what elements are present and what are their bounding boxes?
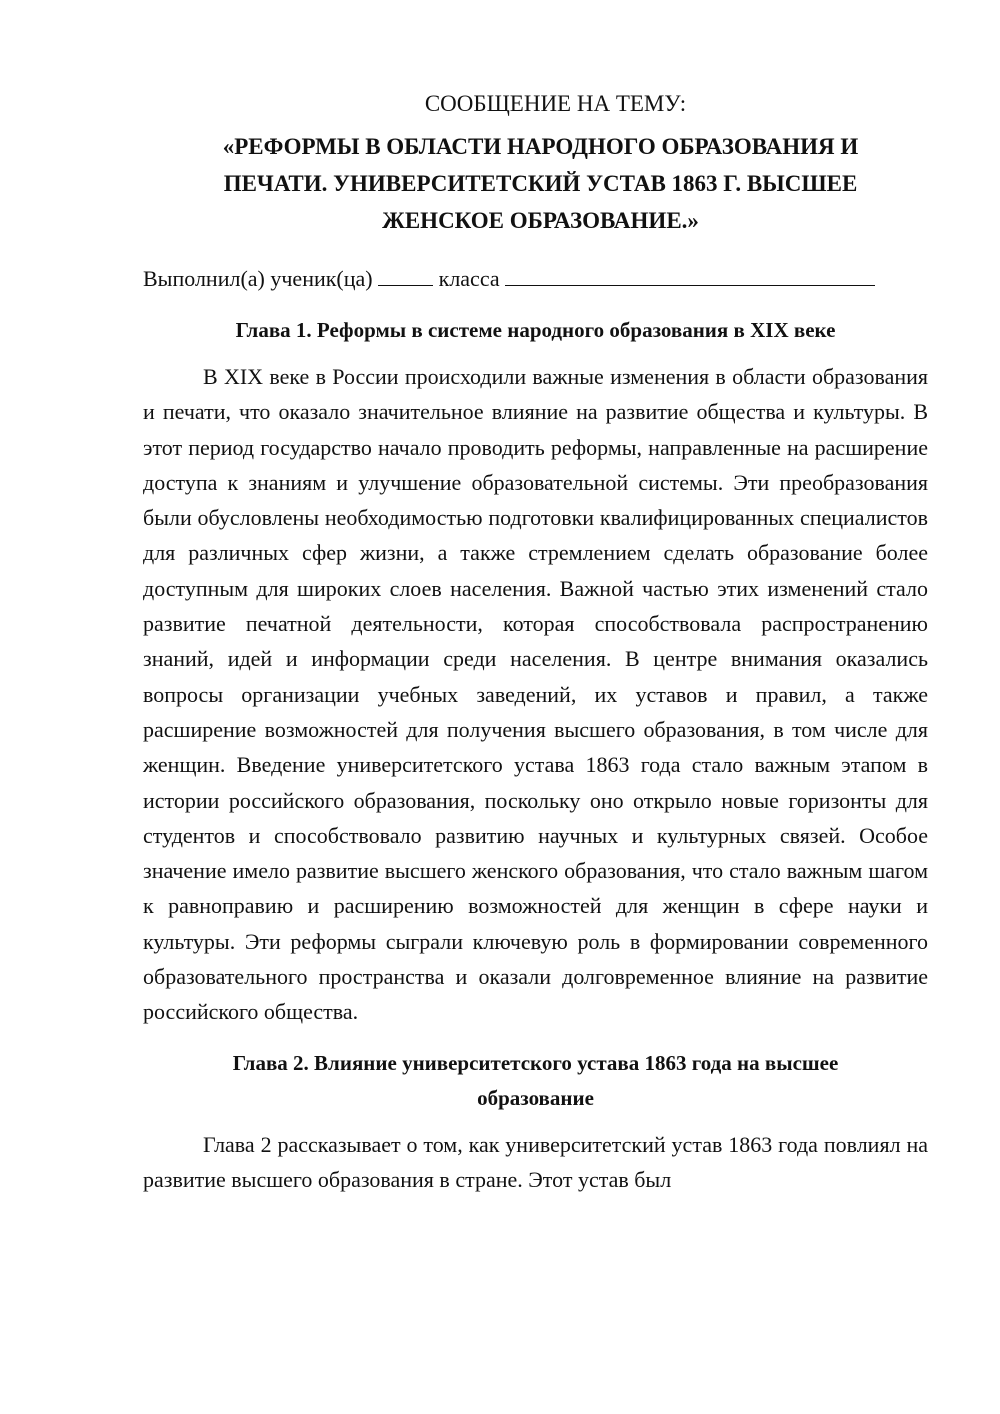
chapter-2-text: Глава 2 рассказывает о том, как университетский устав 1863 года повлиял на развитие высшего образования в стране. Этот устав был bbox=[143, 1131, 928, 1192]
name-blank bbox=[505, 263, 875, 286]
student-label: Выполнил(а) ученик(ца) bbox=[143, 266, 373, 291]
chapter-1-text: В XIX веке в России происходили важные изменения в области образования и печати, что оказало значительное влияние на развитие общества и культуры. В этот период государство начало проводить реформы, направленные на расширение доступа к знаниям и улучшение образовательной системы. Эти преобразования были обусловлены необходимостью подготовки квалифицированных специалистов для различных сфер жизни, а также стремлением сделать образование более доступным для широких слоев населения. Важной частью этих изменений стало развитие печатной деятельности, которая способствовала распространению знаний, идей и информации среди населения. В центре внимания оказались вопросы организации учебных заведений, их уставов и правил, а также расширение возможностей для получения высшего образования, в том числе для женщин. Введение университетского устава 1863 года стало важным этапом в истории российского образования, поскольку оно открыло новые горизонты для студентов и способствовало развитию научных и культурных связей. Особое значение имело развитие высшего женского образования, что стало важным шагом к равноправию и расширению возможностей для женщин в сфере науки и культуры. Эти реформы сыграли ключевую роль в формировании современного образовательного пространства и оказали долговременное влияние на развитие российского общества. bbox=[143, 364, 928, 1025]
document-title: «РЕФОРМЫ В ОБЛАСТИ НАРОДНОГО ОБРАЗОВАНИЯ И ПЕЧАТИ. УНИВЕРСИТЕТСКИЙ УСТАВ 1863 Г. ВЫСШЕЕ ЖЕНСКОЕ ОБРАЗОВАНИЕ.» bbox=[222, 134, 859, 233]
chapter-1-heading: Глава 1. Реформы в системе народного образования в XIX веке bbox=[235, 318, 836, 342]
class-blank bbox=[378, 263, 433, 286]
class-label: класса bbox=[438, 266, 500, 291]
document-kicker: СООБЩЕНИЕ НА ТЕМУ: bbox=[424, 91, 687, 116]
chapter-2-heading: Глава 2. Влияние университетского устава 1863 года на высшее образование bbox=[232, 1050, 839, 1110]
student-line bbox=[143, 263, 928, 295]
